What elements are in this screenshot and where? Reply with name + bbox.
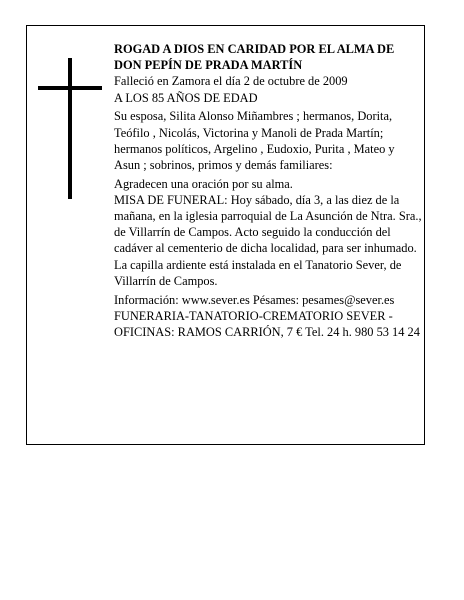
notice-text xyxy=(114,41,422,340)
info-paragraph: Información: www.sever.es Pésames: pesames@sever.es xyxy=(114,292,395,307)
cross-vertical-bar xyxy=(68,58,72,199)
death-line: Falleció en Zamora el día 2 de octubre de 2009 xyxy=(114,74,348,89)
funeral-paragraph: MISA DE FUNERAL: Hoy sábado, día 3, a las diez de la mañana, en la iglesia parroquial de La Asunción de Ntra. Sra., de Villarrín de Campos. Acto seguido la conducción del cadáver al cementerio de dicha localidad, para ser inhumado. xyxy=(114,192,422,256)
chapel-paragraph: La capilla ardiente está instalada en el Tanatorio Sever, de Villarrín de Campos. xyxy=(114,257,402,288)
thanks-line: Agradecen una oración por su alma. xyxy=(114,176,293,191)
cross-horizontal-bar xyxy=(38,86,102,90)
family-paragraph: Su esposa, Silita Alonso Miñambres ; hermanos, Dorita, Teófilo , Nicolás, Victorina y Manoli de Prada Martín; hermanos políticos, Argelino , Eudoxio, Purita , Mateo y Asun ; sobrinos, primos y demás familiares: xyxy=(114,109,395,172)
notice-heading: ROGAD A DIOS EN CARIDAD POR EL ALMA DE DON PEPÍN DE PRADA MARTÍN xyxy=(114,42,395,73)
funeral-home-paragraph: FUNERARIA-TANATORIO-CREMATORIO SEVER - OFICINAS: RAMOS CARRIÓN, 7 € Tel. 24 h. 980 53 14 24 xyxy=(114,308,420,339)
age-line: A LOS 85 AÑOS DE EDAD xyxy=(114,90,258,105)
obituary-notice xyxy=(26,25,425,445)
